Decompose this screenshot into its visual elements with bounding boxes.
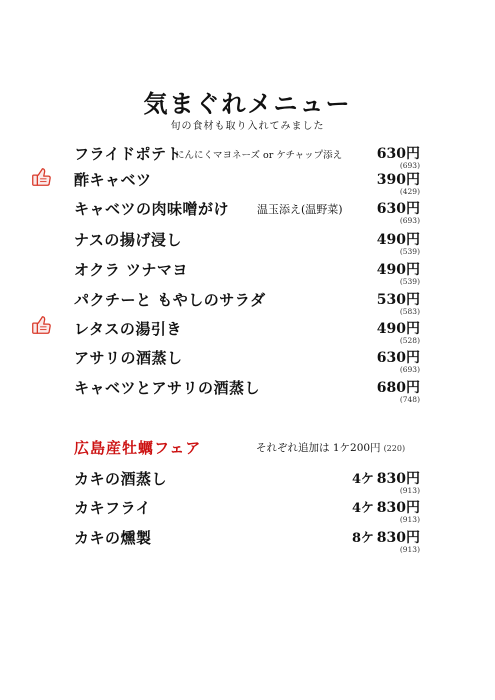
fair-note-tax: (220) bbox=[383, 444, 406, 453]
fair-item bbox=[0, 527, 495, 567]
item-price: 390円 bbox=[376, 172, 420, 188]
item-name: パクチーと もやしのサラダ bbox=[74, 291, 266, 309]
item-tax-price: (748) bbox=[399, 395, 420, 404]
item-name: キャベツの肉味噌がけ bbox=[74, 200, 230, 218]
item-tax-price: (913) bbox=[399, 545, 420, 554]
item-name: 酢キャベツ bbox=[74, 171, 152, 189]
item-price: 490円 bbox=[376, 232, 420, 248]
item-price: 630円 bbox=[376, 146, 420, 162]
item-price: 830円 bbox=[376, 530, 420, 546]
thumbs-up-icon bbox=[30, 166, 52, 188]
item-tax-price: (913) bbox=[399, 486, 420, 495]
thumbs-up-icon bbox=[30, 314, 52, 336]
menu-subtitle: 旬の食材も取り入れてみました bbox=[170, 121, 325, 132]
item-qty: 4ケ bbox=[352, 472, 375, 487]
item-tax-price: (429) bbox=[399, 187, 420, 196]
item-tax-price: (539) bbox=[399, 277, 420, 286]
item-note: にんにくマヨネーズ or ケチャップ添え bbox=[175, 150, 343, 161]
item-tax-price: (583) bbox=[399, 307, 420, 316]
menu-title: 気まぐれメニュー bbox=[143, 89, 352, 118]
fair-note-text: それぞれ追加は 1ケ200円 bbox=[256, 442, 381, 454]
item-name: レタスの湯引き bbox=[74, 320, 182, 338]
item-tax-price: (693) bbox=[399, 161, 420, 170]
item-name: ナスの揚げ浸し bbox=[74, 231, 182, 249]
item-name: オクラ ツナマヨ bbox=[74, 261, 188, 279]
item-name: アサリの酒蒸し bbox=[74, 349, 183, 367]
item-tax-price: (693) bbox=[399, 216, 420, 225]
item-qty: 8ケ bbox=[352, 531, 375, 546]
item-price: 830円 bbox=[376, 500, 420, 516]
item-tax-price: (539) bbox=[399, 247, 420, 256]
fair-note bbox=[256, 440, 405, 455]
item-qty: 4ケ bbox=[352, 501, 375, 516]
item-price: 490円 bbox=[376, 321, 420, 337]
item-name: カキフライ bbox=[74, 499, 152, 517]
item-price: 630円 bbox=[376, 350, 420, 366]
item-name: フライドポテト bbox=[74, 145, 183, 163]
item-price: 530円 bbox=[376, 292, 420, 308]
item-tax-price: (693) bbox=[399, 365, 420, 374]
item-price: 630円 bbox=[376, 201, 420, 217]
item-price: 680円 bbox=[376, 380, 420, 396]
item-price: 490円 bbox=[376, 262, 420, 278]
item-price: 830円 bbox=[376, 471, 420, 487]
menu-item bbox=[0, 377, 495, 417]
item-name: カキの酒蒸し bbox=[74, 470, 168, 488]
item-tax-price: (913) bbox=[399, 515, 420, 524]
item-name: カキの燻製 bbox=[74, 529, 152, 547]
fair-title: 広島産牡蠣フェア bbox=[74, 439, 202, 457]
item-note: 温玉添え(温野菜) bbox=[257, 203, 343, 216]
item-tax-price: (528) bbox=[399, 336, 420, 345]
item-name: キャベツとアサリの酒蒸し bbox=[74, 379, 261, 397]
